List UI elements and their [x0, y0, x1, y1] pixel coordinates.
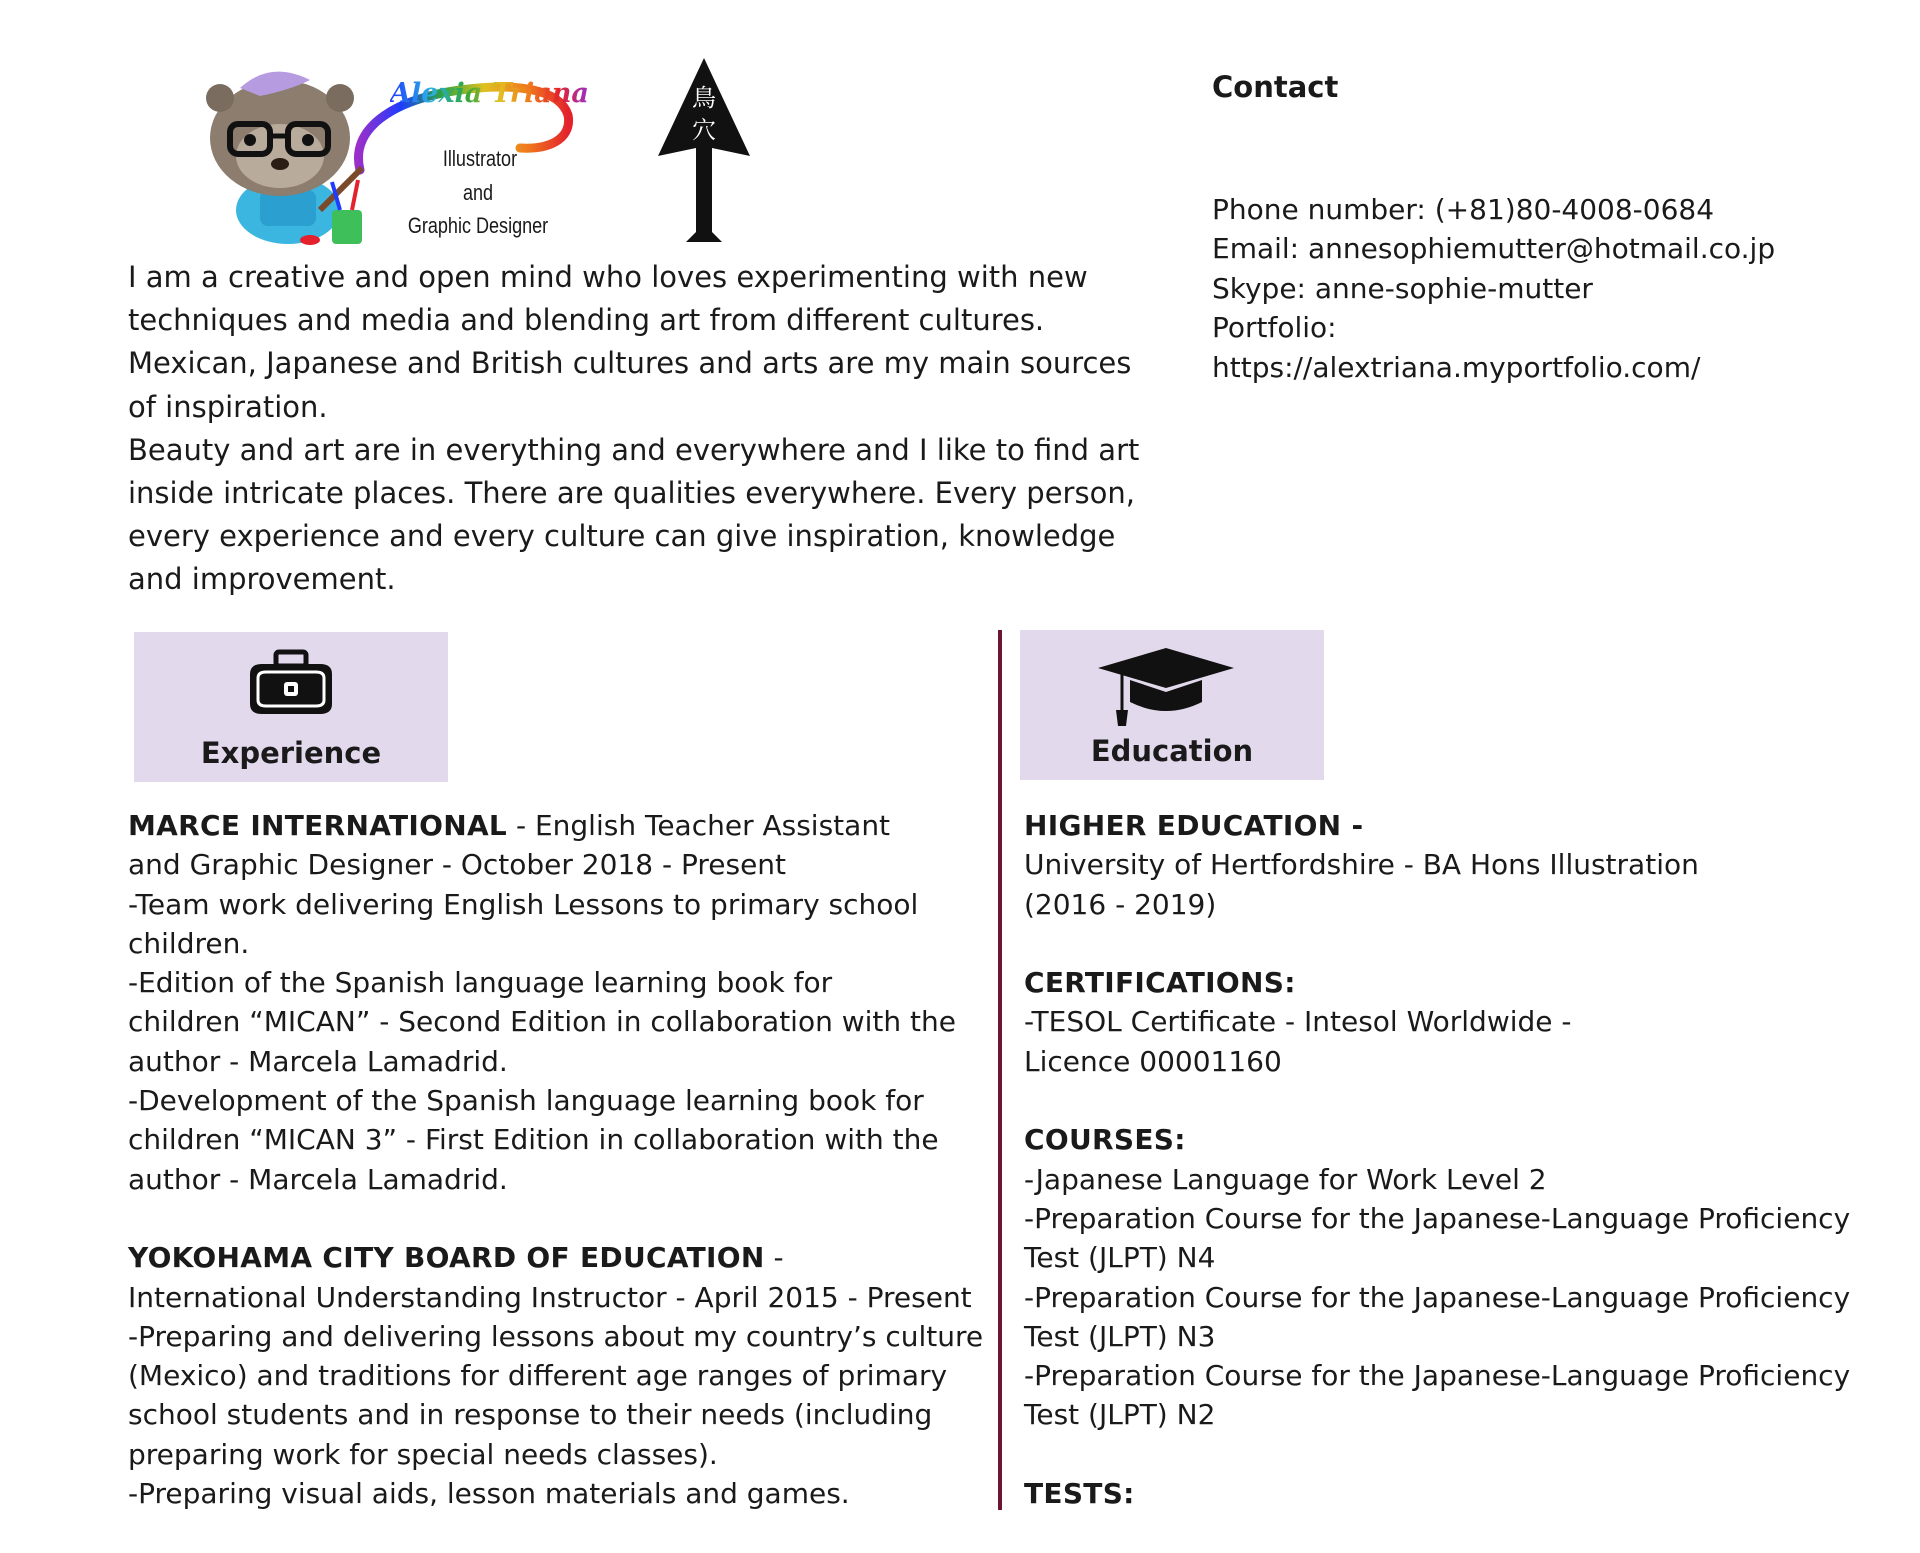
- brand-role-line: and: [462, 180, 494, 205]
- job-line: author - Marcela Lamadrid.: [128, 1044, 508, 1078]
- brand-name: Alexia Triana: [390, 78, 589, 109]
- job-line: children “MICAN” - Second Edition in collaboration with the: [128, 1005, 956, 1039]
- education-list: [1024, 806, 1851, 1553]
- contact-skype: Skype: anne-sophie-mutter: [1212, 271, 1593, 305]
- job-line: -Preparing visual aids, lesson materials and games.: [128, 1477, 850, 1511]
- education-line: -Preparation Course for the Japanese-Language Proficiency: [1024, 1280, 1851, 1314]
- graduation-cap-icon: [1096, 640, 1236, 728]
- education-entry: [1024, 963, 1824, 1081]
- education-line: -Preparation Course for the Japanese-Language Proficiency: [1024, 1359, 1851, 1393]
- intro-text: [128, 256, 1168, 602]
- brand-role-line: Graphic Designer: [407, 213, 549, 238]
- job-line: (Mexico) and traditions for different age ranges of primary: [128, 1359, 948, 1393]
- experience-list: [128, 806, 984, 1553]
- contact-details: [1212, 190, 1775, 387]
- job-line: -Edition of the Spanish language learning book for: [128, 966, 833, 1000]
- job-entry: [128, 1238, 984, 1513]
- job-line: school students and in response to their needs (including: [128, 1398, 933, 1432]
- intro-paragraph: Beauty and art are in everything and everywhere and I like to find art inside intricate places. There are qualities everywhere. Every person, every experience and every culture can give inspiration, knowledge and improvement.: [128, 432, 1140, 597]
- intro-paragraph: I am a creative and open mind who loves experimenting with new techniques and media and blending art from different cultures. Mexican, Japanese and British cultures and arts are my main sources of inspiration.: [128, 260, 1132, 424]
- job-line: author - Marcela Lamadrid.: [128, 1162, 508, 1196]
- contact-portfolio-link[interactable]: https://alextriana.myportfolio.com/: [1212, 350, 1701, 384]
- job-line: -Preparing and delivering lessons about my country’s culture: [128, 1319, 984, 1353]
- education-header: [1020, 630, 1324, 780]
- contact-portfolio-label: Portfolio:: [1212, 311, 1337, 345]
- education-line: Test (JLPT) N3: [1024, 1319, 1216, 1353]
- job-company: MARCE INTERNATIONAL: [128, 809, 508, 842]
- job-line: children.: [128, 926, 250, 960]
- education-line: -Japanese Language for Work Level 2: [1024, 1162, 1547, 1196]
- job-entry: [128, 806, 968, 1199]
- arrow-emblem-icon: [652, 56, 756, 246]
- contact-email: Email: annesophiemutter@hotmail.co.jp: [1212, 232, 1776, 266]
- experience-header: [134, 632, 448, 782]
- education-entry: [1024, 1474, 1824, 1513]
- job-line: children “MICAN 3” - First Edition in collaboration with the: [128, 1123, 939, 1157]
- education-line: -TESOL Certificate - Intesol Worldwide -: [1024, 1005, 1572, 1039]
- education-line: Test (JLPT) N4: [1024, 1241, 1216, 1275]
- job-line: and Graphic Designer - October 2018 - Present: [128, 848, 787, 882]
- education-entry: [1024, 806, 1824, 924]
- emblem-char: 穴: [692, 116, 716, 144]
- contact-heading: Contact: [1212, 70, 1339, 104]
- education-line: University of Hertfordshire - BA Hons Illustration: [1024, 848, 1699, 882]
- education-line: -Preparation Course for the Japanese-Language Proficiency: [1024, 1201, 1851, 1235]
- education-entry: [1024, 1120, 1851, 1434]
- brand-role-line: Illustrator: [442, 146, 518, 171]
- experience-label: Experience: [200, 736, 382, 770]
- job-company: YOKOHAMA CITY BOARD OF EDUCATION: [128, 1241, 765, 1275]
- education-heading: TESTS:: [1024, 1477, 1135, 1511]
- job-title: - English Teacher Assistant: [507, 809, 891, 842]
- column-divider: [998, 630, 1002, 1510]
- education-line: Test (JLPT) N2: [1024, 1398, 1216, 1432]
- briefcase-icon: [244, 648, 338, 718]
- education-heading: COURSES:: [1024, 1123, 1186, 1157]
- job-line: -Development of the Spanish language learning book for: [128, 1084, 924, 1118]
- education-line: (2016 - 2019): [1024, 887, 1217, 921]
- job-line: preparing work for special needs classes).: [128, 1437, 718, 1471]
- job-line: International Understanding Instructor - April 2015 - Present: [128, 1280, 972, 1314]
- education-heading: HIGHER EDUCATION -: [1024, 809, 1364, 842]
- contact-phone: Phone number: (+81)80-4008-0684: [1212, 193, 1715, 226]
- job-title: -: [764, 1241, 784, 1275]
- education-heading: CERTIFICATIONS:: [1024, 966, 1296, 1000]
- education-line: Licence 00001160: [1024, 1044, 1282, 1078]
- emblem-char: 鳥: [692, 84, 716, 112]
- job-line: -Team work delivering English Lessons to primary school: [128, 887, 919, 921]
- education-label: Education: [1090, 734, 1254, 768]
